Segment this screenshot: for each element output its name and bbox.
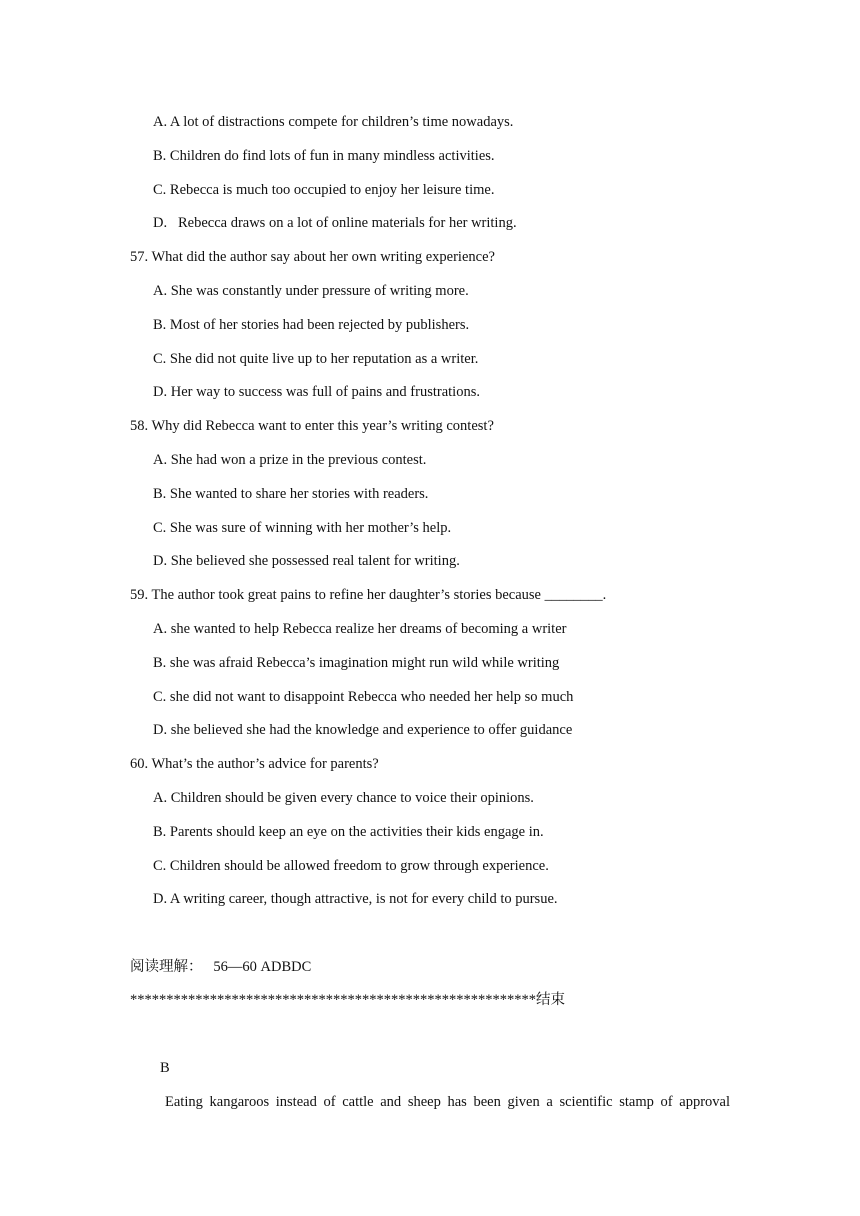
q57-option-c: C. She did not quite live up to her reputation as a writer.	[153, 351, 479, 367]
q59-option-a: A. she wanted to help Rebecca realize her dreams of becoming a writer	[153, 621, 567, 637]
q57-question: 57. What did the author say about her own writing experience?	[130, 249, 495, 265]
q57-option-d: D. Her way to success was full of pains and frustrations.	[153, 384, 480, 400]
q58-option-b: B. She wanted to share her stories with readers.	[153, 486, 429, 502]
q56-option-a: A. A lot of distractions compete for children’s time nowadays.	[153, 114, 514, 130]
passage-first-line: Eating kangaroos instead of cattle and sheep has been given a scientific stamp of approval	[165, 1094, 730, 1110]
q59-option-c: C. she did not want to disappoint Rebecca who needed her help so much	[153, 689, 574, 705]
q56-option-d: D. Rebecca draws on a lot of online materials for her writing.	[153, 215, 517, 231]
q59-question: 59. The author took great pains to refine her daughter’s stories because ________.	[130, 587, 607, 603]
q60-option-a: A. Children should be given every chance to voice their opinions.	[153, 790, 534, 806]
q58-option-a: A. She had won a prize in the previous contest.	[153, 452, 427, 468]
end-marker: ********************************************************结束	[130, 992, 565, 1008]
q57-option-a: A. She was constantly under pressure of writing more.	[153, 283, 469, 299]
q58-question: 58. Why did Rebecca want to enter this year’s writing contest?	[130, 418, 494, 434]
section-letter: B	[160, 1060, 170, 1076]
q60-question: 60. What’s the author’s advice for parents?	[130, 756, 379, 772]
q56-option-b: B. Children do find lots of fun in many mindless activities.	[153, 148, 495, 164]
q59-option-d: D. she believed she had the knowledge and experience to offer guidance	[153, 722, 573, 738]
answer-key: 阅读理解： 56—60 ADBDC	[130, 959, 312, 975]
q60-option-d: D. A writing career, though attractive, is not for every child to pursue.	[153, 891, 558, 907]
q58-option-d: D. She believed she possessed real talent for writing.	[153, 553, 460, 569]
q59-option-b: B. she was afraid Rebecca’s imagination might run wild while writing	[153, 655, 560, 671]
q56-option-c: C. Rebecca is much too occupied to enjoy her leisure time.	[153, 182, 495, 198]
q60-option-b: B. Parents should keep an eye on the activities their kids engage in.	[153, 824, 544, 840]
q57-option-b: B. Most of her stories had been rejected by publishers.	[153, 317, 470, 333]
q60-option-c: C. Children should be allowed freedom to grow through experience.	[153, 858, 549, 874]
q58-option-c: C. She was sure of winning with her mother’s help.	[153, 520, 452, 536]
